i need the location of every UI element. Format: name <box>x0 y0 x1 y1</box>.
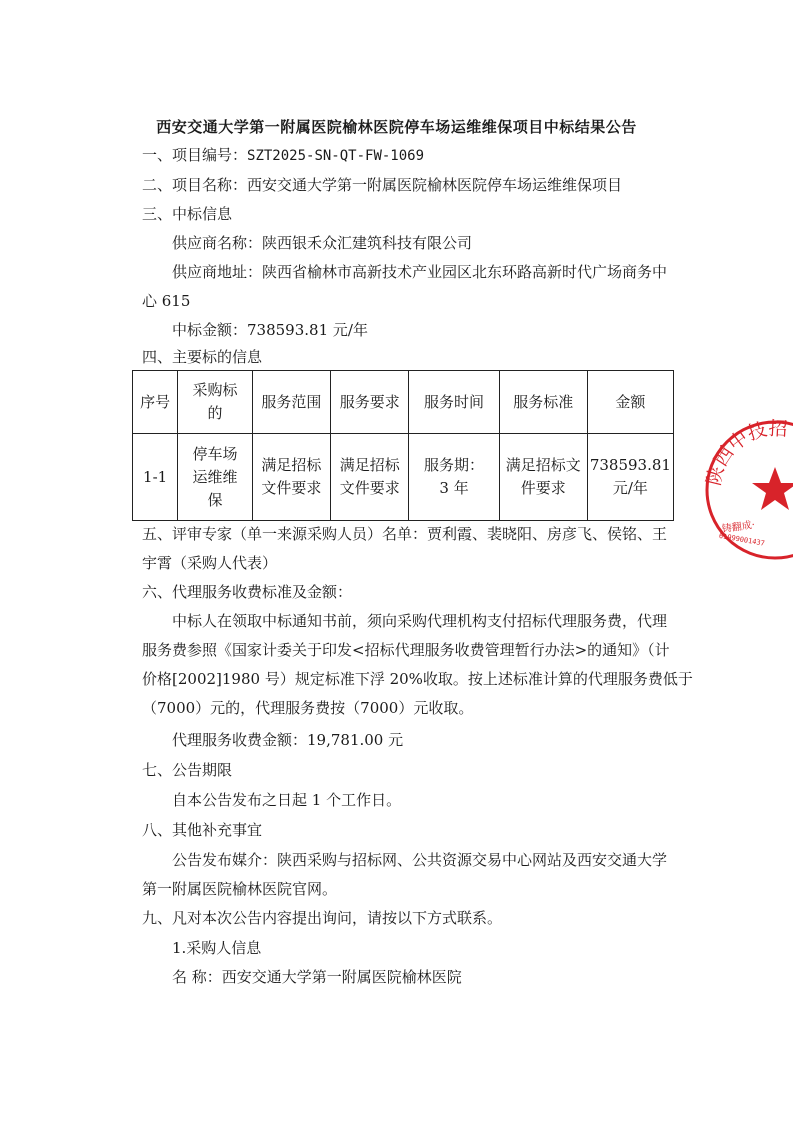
cell-scope: 满足招标 文件要求 <box>252 434 330 521</box>
header-item: 采购标 的 <box>178 371 252 434</box>
fee-paragraph-line4: （7000）元的，代理服务费按（7000）元收取。 <box>142 699 474 717</box>
fee-paragraph-line2: 服务费参照《国家计委关于印发<招标代理服务收费管理暂行办法>的通知》（计 <box>142 641 670 659</box>
experts-line2: 宇霄（采购人代表） <box>142 554 278 572</box>
supplier-address-line1: 供应商地址：陕西省榆林市高新技术产业园区北东环路高新时代广场商务中 <box>172 263 668 281</box>
cell-standard: 满足招标文 件要求 <box>499 434 587 521</box>
svg-text:61999001437: 61999001437 <box>718 531 766 548</box>
table-header-row <box>133 371 674 434</box>
fee-paragraph-line1: 中标人在领取中标通知书前，须向采购代理机构支付招标代理服务费，代理 <box>172 612 668 630</box>
project-number-label: 一、项目编号： <box>142 146 248 164</box>
seal-text: 陕西中技招 <box>702 417 789 488</box>
cell-time: 服务期： 3 年 <box>409 434 499 521</box>
fee-paragraph-line3: 价格[2002]1980 号）规定标准下浮 20%收取。按上述标准计算的代理服务费低于 <box>142 670 693 688</box>
bid-amount: 中标金额：738593.81 元/年 <box>172 321 368 339</box>
media-line2: 第一附属医院榆林医院官网。 <box>142 880 338 898</box>
header-time: 服务时间 <box>409 371 499 434</box>
page-title: 西安交通大学第一附属医院榆林医院停车场运维维保项目中标结果公告 <box>156 118 637 136</box>
official-seal <box>700 415 793 565</box>
header-no: 序号 <box>133 371 178 434</box>
items-table <box>132 370 674 521</box>
cell-no: 1-1 <box>133 434 178 521</box>
purchaser-name: 名 称：西安交通大学第一附属医院榆林医院 <box>172 968 462 986</box>
supplier-name: 供应商名称：陕西银禾众汇建筑科技有限公司 <box>172 234 473 252</box>
cell-item: 停车场 运维维 保 <box>178 434 252 521</box>
project-number-value: SZT2025-SN-QT-FW-1069 <box>247 148 425 164</box>
table-row <box>133 434 674 521</box>
project-name-line: 二、项目名称：西安交通大学第一附属医院榆林医院停车场运维维保项目 <box>142 176 623 194</box>
cell-requirement: 满足招标 文件要求 <box>331 434 409 521</box>
star-icon <box>752 467 793 510</box>
purchaser-info-heading: 1.采购人信息 <box>172 939 262 957</box>
section-items-heading: 四、主要标的信息 <box>142 348 263 366</box>
section-fee-heading: 六、代理服务收费标准及金额： <box>142 583 353 601</box>
period-text: 自本公告发布之日起 1 个工作日。 <box>172 791 402 809</box>
header-amount: 金额 <box>587 371 673 434</box>
header-scope: 服务范围 <box>252 371 330 434</box>
section-other-heading: 八、其他补充事宜 <box>142 821 263 839</box>
header-requirement: 服务要求 <box>331 371 409 434</box>
fee-amount: 代理服务收费金额：19,781.00 元 <box>172 731 404 749</box>
project-number-line <box>142 145 424 166</box>
experts-line1: 五、评审专家（单一来源采购人员）名单：贾利霞、裴晓阳、房彦飞、侯铭、王 <box>142 525 668 543</box>
section-period-heading: 七、公告期限 <box>142 761 233 779</box>
media-line1: 公告发布媒介：陕西采购与招标网、公共资源交易中心网站及西安交通大学 <box>172 851 668 869</box>
header-standard: 服务标准 <box>499 371 587 434</box>
section-award-heading: 三、中标信息 <box>142 205 233 223</box>
svg-text:铸翻成·: 铸翻成· <box>721 519 756 536</box>
supplier-address-line2: 心 615 <box>142 292 191 310</box>
cell-amount: 738593.81 元/年 <box>587 434 673 521</box>
section-contact-heading: 九、凡对本次公告内容提出询问，请按以下方式联系。 <box>142 909 503 927</box>
